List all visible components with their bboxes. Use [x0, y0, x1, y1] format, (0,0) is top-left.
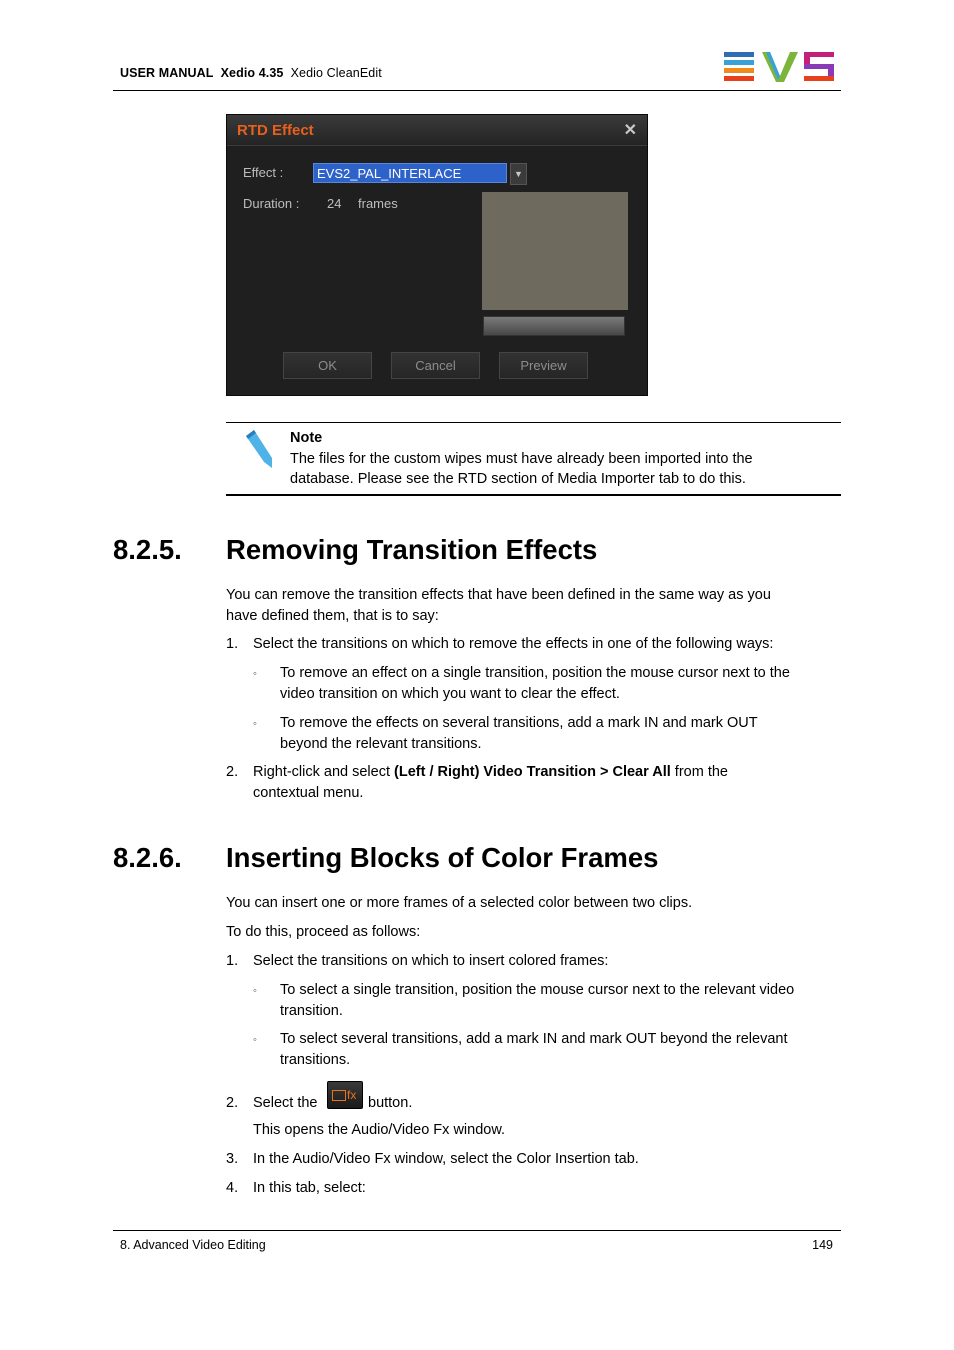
text-line: You can remove the transition effects that have been defined in the same way as you	[226, 587, 771, 603]
footer-chapter: 8. Advanced Video Editing	[120, 1238, 266, 1252]
note-title: Note	[290, 430, 323, 446]
dialog-title: RTD Effect	[237, 122, 314, 139]
preview-button[interactable]: Preview	[499, 352, 588, 379]
text-run: Right-click and select	[253, 764, 395, 780]
step-subtext: This opens the Audio/Video Fx window.	[253, 1122, 506, 1138]
step-text	[253, 762, 728, 803]
duration-label: Duration :	[243, 196, 300, 211]
clip-icon	[332, 1090, 346, 1101]
text-line: To remove an effect on a single transition, position the mouse cursor next to the	[280, 665, 790, 681]
step-text: In this tab, select:	[253, 1180, 366, 1196]
module-name: Xedio CleanEdit	[290, 66, 382, 80]
text-run: from the	[670, 764, 728, 780]
section-title: Removing Transition Effects	[226, 534, 598, 565]
step-number: 1.	[226, 953, 239, 969]
step-number: 2.	[226, 764, 239, 780]
rtd-effect-dialog	[226, 114, 648, 396]
text-line: transitions.	[280, 1051, 351, 1068]
bullet-text	[280, 663, 790, 704]
menu-path: (Left / Right) Video Transition > Clear All	[394, 764, 671, 780]
preview-progress-bar[interactable]	[483, 316, 625, 336]
duration-unit: frames	[358, 196, 398, 211]
step-text: Select the transitions on which to insert colored frames:	[253, 953, 609, 969]
evs-logo	[724, 52, 836, 82]
step-text: button.	[368, 1095, 413, 1111]
step-number: 2.	[226, 1095, 239, 1111]
step-number: 1.	[226, 636, 239, 652]
text-line: contextual menu.	[253, 784, 364, 801]
bullet-text	[280, 713, 758, 754]
text-line: To select several transitions, add a mark IN and mark OUT beyond the relevant	[280, 1031, 788, 1047]
bullet-text	[280, 1029, 787, 1070]
fx-label: fx	[347, 1088, 357, 1102]
step-text: Select the transitions on which to remove the effects in one of the following ways:	[253, 636, 774, 652]
ok-button[interactable]: OK	[283, 352, 372, 379]
effect-preview	[482, 192, 628, 310]
step-number: 3.	[226, 1151, 239, 1167]
product-name: Xedio 4.35	[220, 66, 284, 80]
bullet-icon: ◦	[253, 718, 257, 730]
chevron-down-icon[interactable]: ▼	[510, 163, 527, 185]
text-line: transition.	[280, 1002, 343, 1019]
text-line: To select a single transition, position the mouse cursor next to the relevant video	[280, 982, 795, 998]
cancel-button[interactable]: Cancel	[391, 352, 480, 379]
note-line: The files for the custom wipes must have already been imported into the	[290, 451, 753, 467]
text-line: have defined them, that is to say:	[226, 607, 439, 624]
text-line: video transition on which you want to clear the effect.	[280, 685, 620, 702]
text-line: To remove the effects on several transitions, add a mark IN and mark OUT	[280, 715, 758, 731]
bullet-icon: ◦	[253, 1034, 257, 1046]
paragraph: To do this, proceed as follows:	[226, 924, 421, 940]
section-number: 8.2.6.	[113, 842, 182, 873]
bullet-icon: ◦	[253, 668, 257, 680]
page-number: 149	[812, 1238, 833, 1252]
footer-rule	[113, 1230, 841, 1231]
header-rule	[113, 90, 841, 91]
bullet-icon: ◦	[253, 985, 257, 997]
fx-button[interactable]	[327, 1081, 363, 1109]
dialog-titlebar	[227, 115, 647, 145]
titlebar-divider	[227, 145, 647, 146]
paragraph: You can insert one or more frames of a selected color between two clips.	[226, 895, 693, 911]
running-header	[120, 66, 382, 80]
note-bottom-rule	[226, 494, 841, 496]
note-line: database. Please see the RTD section of Media Importer tab to do this.	[290, 471, 746, 487]
step-text: In the Audio/Video Fx window, select the Color Insertion tab.	[253, 1151, 639, 1167]
effect-select[interactable]: EVS2_PAL_INTERLACE	[313, 163, 507, 183]
step-text: Select the	[253, 1095, 318, 1111]
text-line: beyond the relevant transitions.	[280, 735, 482, 752]
bullet-text	[280, 980, 794, 1021]
pen-icon	[242, 428, 274, 470]
close-icon[interactable]: ✕	[623, 122, 637, 139]
duration-value[interactable]: 24	[327, 196, 342, 211]
note-top-rule	[226, 422, 841, 423]
step-number: 4.	[226, 1180, 239, 1196]
section-number: 8.2.5.	[113, 534, 182, 565]
paragraph	[226, 585, 771, 626]
section-title: Inserting Blocks of Color Frames	[226, 842, 659, 873]
effect-label: Effect :	[243, 165, 284, 180]
manual-label: USER MANUAL	[120, 66, 214, 80]
note-body	[290, 449, 830, 489]
